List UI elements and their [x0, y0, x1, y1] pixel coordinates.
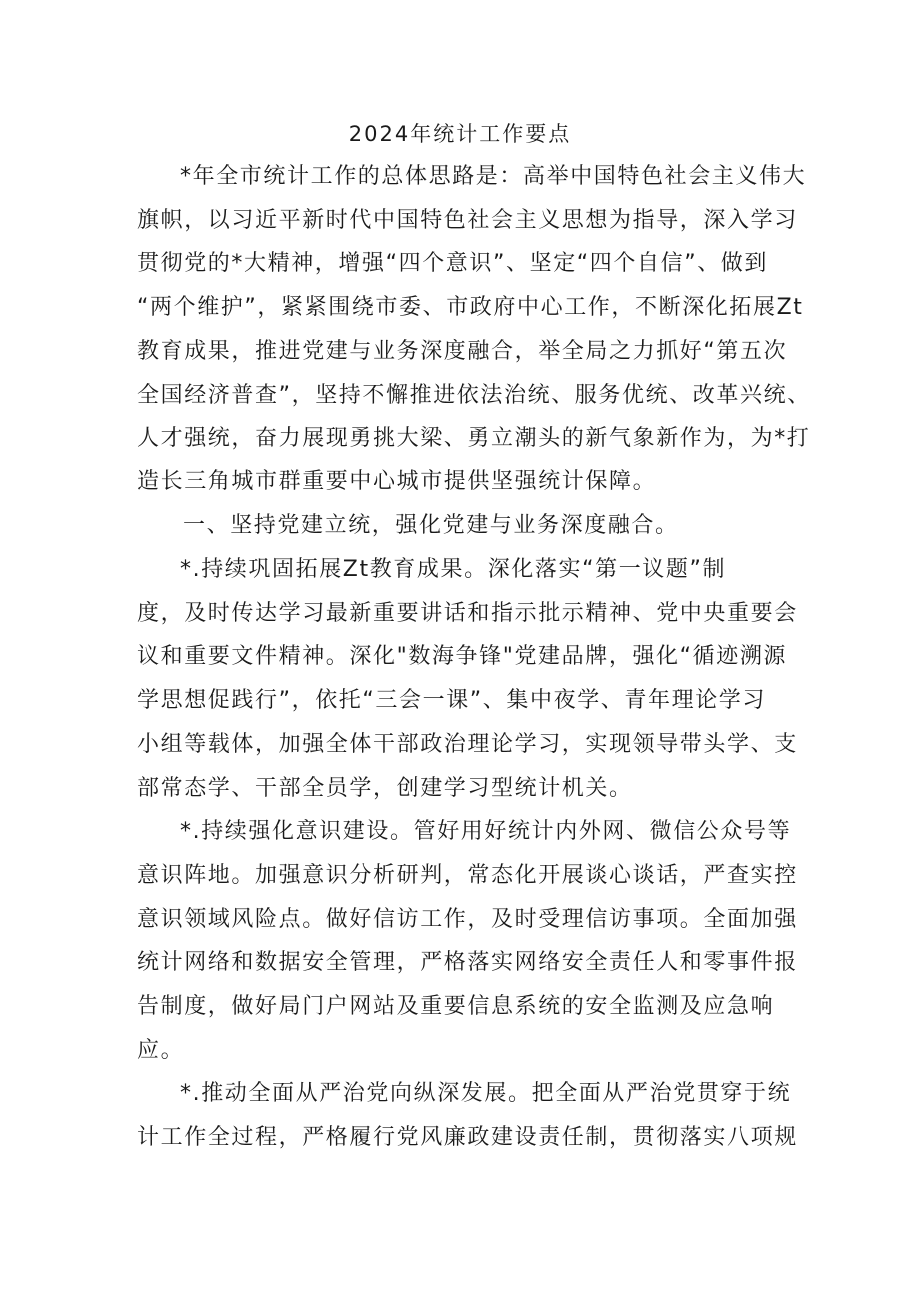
paragraph-line: 意识阵地。加强意识分析研判，常态化开展谈心谈话，严查实控	[137, 863, 798, 888]
paragraph-line: 旗帜，以习近平新时代中国特色社会主义思想为指导，深入学习	[137, 208, 798, 233]
paragraph-line: 计工作全过程，严格履行党风廉政建设责任制，贯彻落实八项规	[137, 1125, 798, 1150]
paragraph-line: 应。	[137, 1038, 185, 1063]
paragraph-line: 造长三角城市群重要中心城市提供坚强统计保障。	[137, 469, 657, 494]
paragraph-line: *.持续强化意识建设。管好用好统计内外网、微信公众号等	[180, 819, 792, 844]
paragraph-line: 度，及时传达学习最新重要讲话和指示批示精神、党中央重要会	[137, 601, 798, 626]
paragraph-line: 人才强统，奋力展现勇挑大梁、勇立潮头的新气象新作为，为*打	[137, 426, 811, 451]
paragraph-line: 小组等载体，加强全体干部政治理论学习，实现领导带头学、支	[137, 732, 798, 757]
paragraph-line: 告制度，做好局门户网站及重要信息系统的安全监测及应急响	[137, 994, 775, 1019]
section-heading: 一、坚持党建立统，强化党建与业务深度融合。	[183, 513, 679, 538]
paragraph-line: “两个维护”，紧紧围绕市委、市政府中心工作，不断深化拓展Zt	[137, 295, 804, 320]
document-title: 2024年统计工作要点	[348, 122, 572, 146]
paragraph-line: *.持续巩固拓展Zt教育成果。深化落实“第一议题”制	[180, 557, 727, 582]
paragraph-line: 贯彻党的*大精神，增强“四个意识”、坚定“四个自信”、做到	[137, 251, 768, 276]
paragraph-line: 教育成果，推进党建与业务深度融合，举全局之力抓好“第五次	[137, 339, 788, 364]
paragraph-line: 全国经济普查”，坚持不懈推进依法治统、服务优统、改革兴统、	[137, 383, 811, 408]
paragraph-line: *年全市统计工作的总体思路是：高举中国特色社会主义伟大	[180, 164, 807, 189]
paragraph-line: 统计网络和数据安全管理，严格落实网络安全责任人和零事件报	[137, 950, 798, 975]
paragraph-line: 部常态学、干部全员学，创建学习型统计机关。	[137, 776, 633, 801]
paragraph-line: 学思想促践行”，依托“三会一课”、集中夜学、青年理论学习	[137, 688, 766, 713]
paragraph-line: *.推动全面从严治党向纵深发展。把全面从严治党贯穿于统	[180, 1081, 792, 1106]
paragraph-line: 意识领域风险点。做好信访工作，及时受理信访事项。全面加强	[137, 907, 798, 932]
paragraph-line: 议和重要文件精神。深化"数海争锋"党建品牌，强化“循迹溯源	[137, 644, 788, 669]
